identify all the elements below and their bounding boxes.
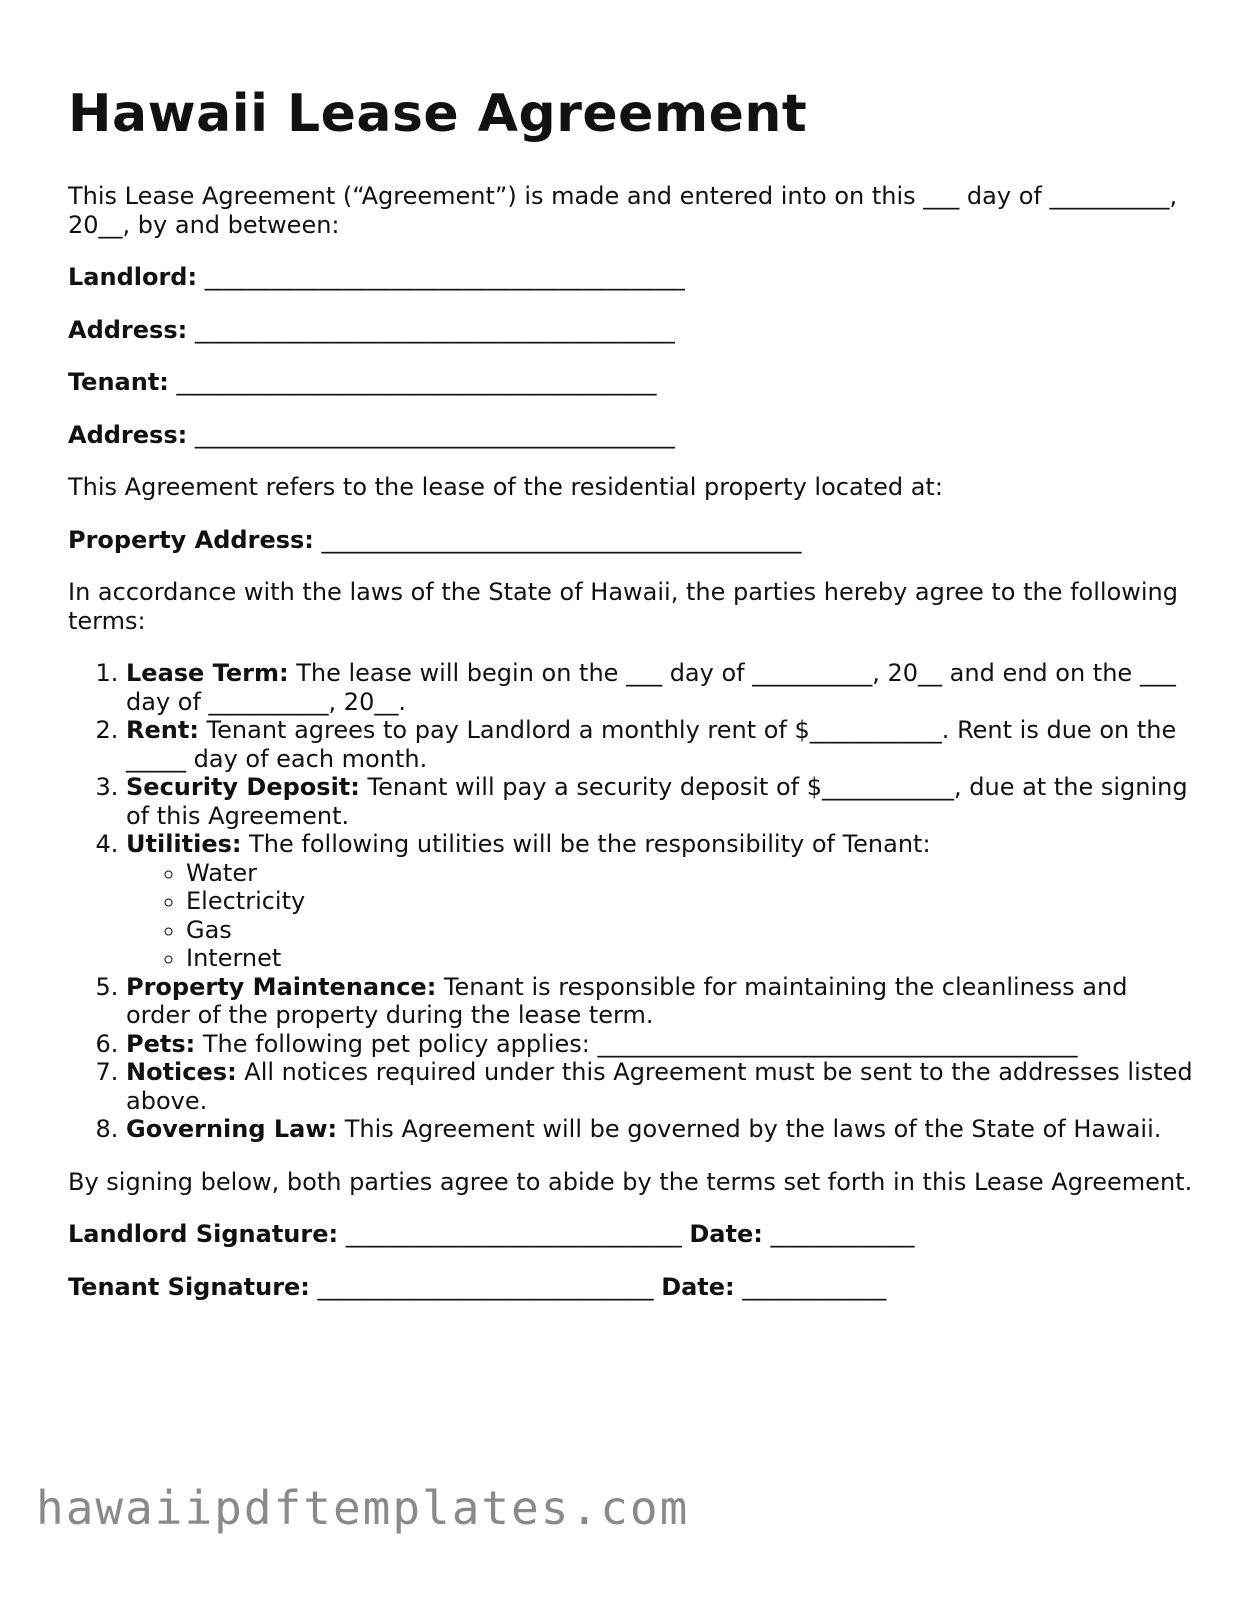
closing-paragraph: By signing below, both parties agree to abide by the terms set forth in this Lease Agreement. [68, 1167, 1193, 1196]
intro-paragraph: This Lease Agreement (“Agreement”) is made and entered into on this ___ day of __________, 20__, by and between: [68, 182, 1178, 239]
terms-intro: In accordance with the laws of the State of Hawaii, the parties hereby agree to the following terms: [68, 578, 1178, 635]
utility-item: ◦ Internet [186, 944, 1198, 973]
terms-list [68, 659, 1198, 1144]
tenant-address-blank: ________________________________________ [194, 420, 675, 449]
term-text: The following utilities will be the responsibility of Tenant: [241, 830, 931, 858]
term-text: This Agreement will be governed by the laws of the State of Hawaii. [337, 1115, 1162, 1143]
tenant-signature-blank: ____________________________ [317, 1272, 654, 1301]
tenant-label: Tenant: [68, 368, 169, 396]
term-heading: Governing Law: [126, 1115, 338, 1143]
landlord-address-field [68, 316, 1198, 345]
term-heading: Property Maintenance: [126, 972, 437, 1001]
term-heading: Pets: [126, 1029, 196, 1058]
term-security-deposit [126, 773, 1198, 830]
landlord-address-blank: ________________________________________ [194, 315, 675, 344]
term-text: Tenant agrees to pay Landlord a monthly rent of $___________. Rent is due on the _____ day of each month. [126, 716, 1177, 773]
term-property-maintenance [126, 973, 1198, 1030]
utility-item: ◦ Water [186, 859, 1198, 888]
utility-item: ◦ Gas [186, 916, 1198, 945]
term-heading: Rent: [126, 716, 199, 744]
term-lease-term [126, 659, 1198, 716]
term-text: All notices required under this Agreement must be sent to the addresses listed above. [126, 1058, 1193, 1115]
term-heading: Lease Term: [126, 659, 289, 687]
term-text: Tenant will pay a security deposit of $___________, due at the signing of this Agreement. [126, 773, 1188, 830]
term-notices [126, 1058, 1198, 1115]
landlord-date-label: Date: [689, 1220, 763, 1248]
term-heading: Security Deposit: [126, 773, 360, 801]
landlord-blank: ________________________________________ [204, 263, 685, 291]
tenant-field [68, 368, 1198, 397]
term-text: The following pet policy applies: ________________________________________ [195, 1029, 1078, 1058]
term-text: The lease will begin on the ___ day of __________, 20__ and end on the ___ day of __________, 20__. [126, 659, 1176, 716]
utility-item: ◦ Electricity [186, 887, 1198, 916]
tenant-address-label: Address: [68, 420, 188, 449]
site-watermark: hawaiipdftemplates.com [36, 1481, 690, 1535]
term-governing-law [126, 1115, 1198, 1144]
property-address-blank: ________________________________________ [321, 525, 802, 554]
tenant-signature-line [68, 1273, 1198, 1302]
term-pets [126, 1030, 1198, 1059]
utilities-list [126, 859, 1198, 973]
property-address-field [68, 526, 1198, 555]
landlord-date-blank: ____________ [770, 1220, 915, 1248]
landlord-signature-label: Landlord Signature: [68, 1220, 339, 1248]
term-heading: Notices: [126, 1058, 237, 1086]
tenant-blank: ________________________________________ [176, 368, 657, 396]
document-title: Hawaii Lease Agreement [68, 84, 808, 144]
lease-document [68, 82, 1198, 1325]
term-text: Tenant is responsible for maintaining the cleanliness and order of the property during the lease term. [126, 972, 1128, 1029]
landlord-field [68, 263, 1198, 292]
term-heading: Utilities: [126, 830, 242, 858]
tenant-date-label: Date: [661, 1272, 735, 1301]
tenant-date-blank: ____________ [742, 1272, 887, 1301]
term-rent [126, 716, 1198, 773]
landlord-address-label: Address: [68, 315, 188, 344]
landlord-signature-blank: ____________________________ [345, 1220, 682, 1248]
landlord-label: Landlord: [68, 263, 198, 291]
tenant-address-field [68, 421, 1198, 450]
property-intro: This Agreement refers to the lease of the residential property located at: [68, 473, 943, 501]
property-address-label: Property Address: [68, 525, 314, 554]
landlord-signature-line [68, 1220, 1198, 1249]
tenant-signature-label: Tenant Signature: [68, 1272, 310, 1301]
term-utilities [126, 830, 1198, 973]
